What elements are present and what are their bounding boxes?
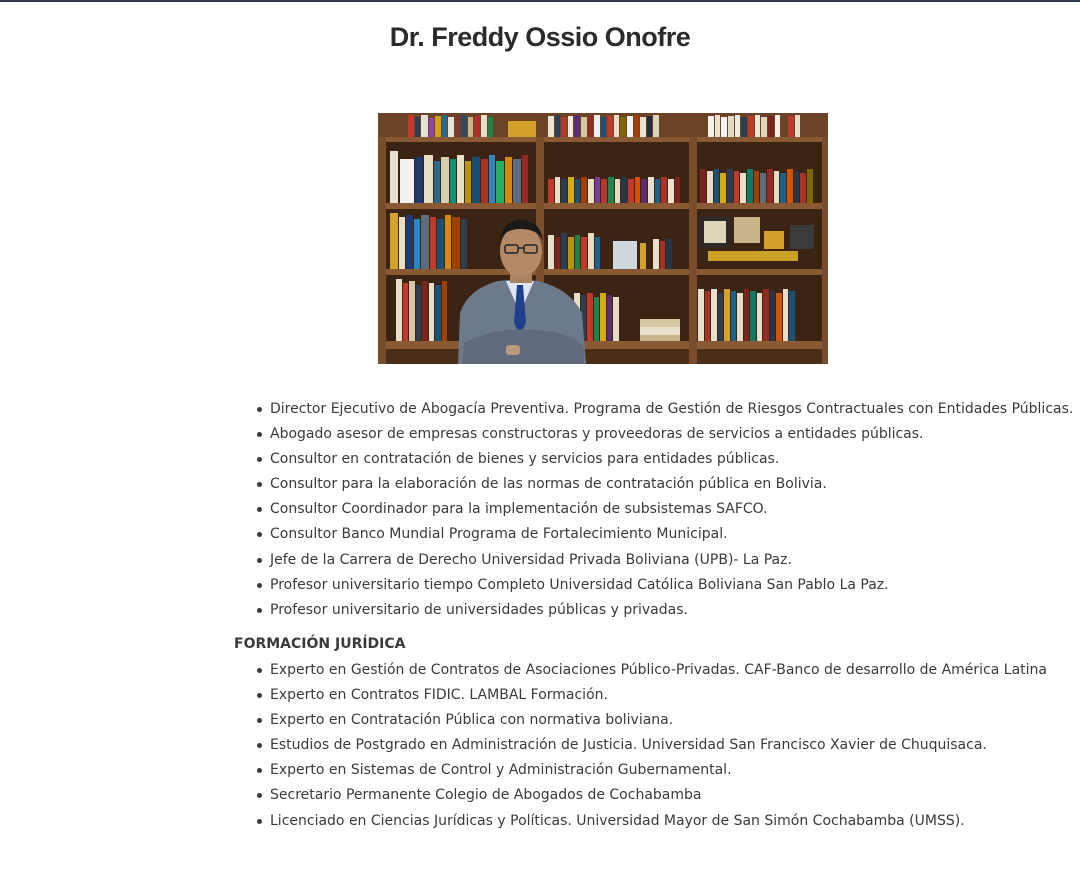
list-item: Consultor para la elaboración de las normas de contratación pública en Bolivia. bbox=[256, 472, 1073, 497]
list-item: Experto en Gestión de Contratos de Asociaciones Público-Privadas. CAF-Banco de desarrollo de América Latina bbox=[256, 658, 1047, 683]
list-item: Experto en Contratos FIDIC. LAMBAL Formación. bbox=[256, 683, 1047, 708]
list-item: Profesor universitario de universidades públicas y privadas. bbox=[256, 598, 1073, 623]
list-item: Experto en Contratación Pública con normativa boliviana. bbox=[256, 708, 1047, 733]
formacion-list bbox=[256, 658, 1047, 834]
list-item: Experto en Sistemas de Control y Administración Gubernamental. bbox=[256, 758, 1047, 783]
list-item: Consultor en contratación de bienes y servicios para entidades públicas. bbox=[256, 447, 1073, 472]
list-item: Estudios de Postgrado en Administración de Justicia. Universidad San Francisco Xavier de Chuquisaca. bbox=[256, 733, 1047, 758]
profile-photo bbox=[378, 113, 828, 364]
list-item: Director Ejecutivo de Abogacía Preventiva. Programa de Gestión de Riesgos Contractuales con Entidades Públicas. bbox=[256, 397, 1073, 422]
list-item: Secretario Permanente Colegio de Abogados de Cochabamba bbox=[256, 783, 1047, 808]
experience-list bbox=[256, 397, 1073, 623]
page-title: Dr. Freddy Ossio Onofre bbox=[389, 22, 691, 52]
list-item: Jefe de la Carrera de Derecho Universidad Privada Boliviana (UPB)- La Paz. bbox=[256, 548, 1073, 573]
list-item: Licenciado en Ciencias Jurídicas y Políticas. Universidad Mayor de San Simón Cochabamba (UMSS). bbox=[256, 809, 1047, 834]
list-item: Profesor universitario tiempo Completo Universidad Católica Boliviana San Pablo La Paz. bbox=[256, 573, 1073, 598]
list-item: Abogado asesor de empresas constructoras y proveedoras de servicios a entidades públicas. bbox=[256, 422, 1073, 447]
top-divider bbox=[0, 0, 1080, 2]
list-item: Consultor Coordinador para la implementación de subsistemas SAFCO. bbox=[256, 497, 1073, 522]
list-item: Consultor Banco Mundial Programa de Fortalecimiento Municipal. bbox=[256, 522, 1073, 547]
formacion-heading: FORMACIÓN JURÍDICA bbox=[234, 636, 406, 652]
